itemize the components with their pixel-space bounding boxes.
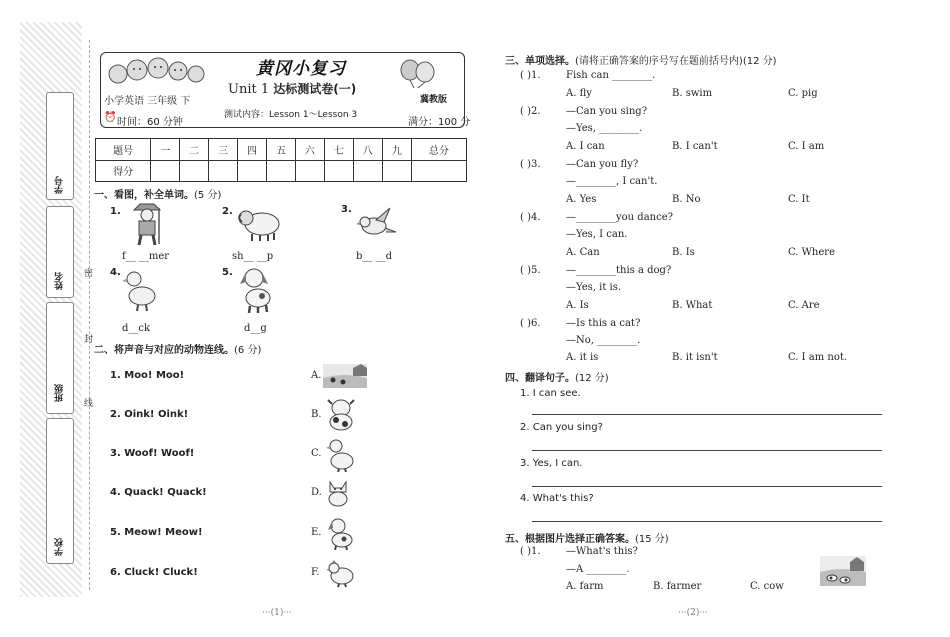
translate-item: 2. Can you sing? bbox=[520, 422, 603, 433]
dog-option-icon bbox=[326, 516, 356, 550]
student-id-label: 学号 bbox=[55, 176, 65, 194]
bird-icon bbox=[356, 206, 398, 240]
score-header: 九 bbox=[382, 139, 411, 161]
class-label: 班级 bbox=[55, 384, 65, 402]
kids-illustration bbox=[104, 54, 216, 90]
q-choice: C. It bbox=[788, 194, 810, 205]
q-line: —Yes, I can. bbox=[566, 229, 628, 240]
farm-picture-icon bbox=[820, 556, 866, 586]
subject-grade: 小学英语 三年级 下 bbox=[104, 96, 191, 107]
duck-icon bbox=[122, 270, 158, 312]
unit-name: Unit 1 bbox=[228, 82, 270, 97]
q-choice: A. I can bbox=[566, 141, 605, 152]
score-cell[interactable] bbox=[180, 160, 209, 182]
q-line: —________this a dog? bbox=[566, 265, 672, 276]
q-choice: A. Can bbox=[566, 247, 600, 258]
cut-mark-feng: 封 bbox=[84, 335, 94, 345]
q-choice: C. Are bbox=[788, 300, 820, 311]
hen-icon bbox=[326, 558, 356, 588]
q-num: ( )5. bbox=[520, 265, 541, 276]
school-label: 学校 bbox=[55, 538, 65, 556]
answer-line[interactable] bbox=[532, 486, 882, 487]
section1-heading: 一、看图，补全单词。 bbox=[94, 190, 194, 201]
section4-heading: 四、翻译句子。 bbox=[505, 373, 575, 384]
q-choice: B. I can't bbox=[672, 141, 718, 152]
q-num: ( )6. bbox=[520, 318, 541, 329]
unit-title bbox=[228, 80, 356, 97]
q-choice: A. farm bbox=[566, 581, 604, 592]
q-line: —________, I can't. bbox=[566, 176, 658, 187]
score-cell[interactable] bbox=[238, 160, 267, 182]
q-choice: A. Yes bbox=[566, 194, 597, 205]
section5-title bbox=[505, 530, 669, 545]
section2-heading: 二、将声音与对应的动物连线。 bbox=[94, 345, 234, 356]
test-content: 测试内容：Lesson 1～Lesson 3 bbox=[224, 110, 358, 120]
score-cell[interactable] bbox=[151, 160, 180, 182]
option-label: E. bbox=[311, 527, 322, 538]
answer-line[interactable] bbox=[532, 521, 882, 522]
score-cell[interactable] bbox=[267, 160, 296, 182]
sound-item: 5. Meow! Meow! bbox=[110, 527, 203, 538]
farmer-icon bbox=[128, 200, 166, 246]
dog-icon bbox=[236, 266, 278, 314]
time-limit: 时间：60 分钟 bbox=[117, 117, 183, 128]
test-name: 达标测试卷(一) bbox=[273, 82, 357, 96]
score-header: 二 bbox=[180, 139, 209, 161]
q-num: ( )2. bbox=[520, 106, 541, 117]
name-label: 姓名 bbox=[55, 272, 65, 290]
cut-mark-mi: 密 bbox=[84, 269, 94, 279]
q-line: —Yes, it is. bbox=[566, 282, 622, 293]
q-choice: B. farmer bbox=[653, 581, 702, 592]
q-line: —________you dance? bbox=[566, 212, 673, 223]
section4-title bbox=[505, 369, 609, 384]
q-choice: B. Is bbox=[672, 247, 695, 258]
s1-item-num: 5. bbox=[222, 267, 233, 278]
s1-item-num: 2. bbox=[222, 206, 233, 217]
q-choice: B. No bbox=[672, 194, 701, 205]
section3-instruction: (请将正确答案的序号写在题前括号内) bbox=[575, 56, 743, 67]
q-choice: C. I am not. bbox=[788, 352, 848, 363]
duck-option-icon bbox=[326, 438, 354, 472]
q-choice: A. Is bbox=[566, 300, 589, 311]
score-header: 五 bbox=[267, 139, 296, 161]
q-choice: B. What bbox=[672, 300, 713, 311]
score-header: 八 bbox=[353, 139, 382, 161]
q-num: ( )1. bbox=[520, 546, 541, 557]
page-number-1-value: 1 bbox=[274, 608, 280, 618]
score-header: 三 bbox=[209, 139, 238, 161]
option-label: F. bbox=[311, 567, 320, 578]
q-line: —Yes, ________. bbox=[566, 123, 643, 134]
score-row-label: 得分 bbox=[96, 160, 151, 182]
section2-title bbox=[94, 341, 261, 356]
sound-item: 2. Oink! Oink! bbox=[110, 409, 189, 420]
s1-word-1: f__ __mer bbox=[122, 251, 170, 262]
s1-item-num: 4. bbox=[110, 267, 121, 278]
translate-item: 3. Yes, I can. bbox=[520, 458, 583, 469]
clock-icon: ⏰ bbox=[104, 112, 117, 123]
q-choice: A. fly bbox=[566, 88, 592, 99]
score-table bbox=[95, 138, 467, 182]
q-num: ( )4. bbox=[520, 212, 541, 223]
section3-heading: 三、单项选择。 bbox=[505, 56, 575, 67]
cut-mark-xian: 线 bbox=[84, 399, 94, 409]
score-header: 四 bbox=[238, 139, 267, 161]
section1-title bbox=[94, 186, 221, 201]
answer-line[interactable] bbox=[532, 450, 882, 451]
section5-points: (15 分) bbox=[635, 534, 669, 545]
s1-item-num: 1. bbox=[110, 206, 121, 217]
option-label: A. bbox=[311, 370, 322, 381]
sound-item: 3. Woof! Woof! bbox=[110, 448, 195, 459]
page-number-2: ···(2)··· bbox=[678, 608, 708, 618]
q-choice: C. pig bbox=[788, 88, 818, 99]
series-logo: 黄冈小复习 bbox=[256, 59, 346, 79]
page-number-2-value: 2 bbox=[690, 608, 696, 618]
score-cell[interactable] bbox=[295, 160, 324, 182]
q-choice: B. swim bbox=[672, 88, 713, 99]
s1-word-2: sh__ __p bbox=[232, 251, 274, 262]
cut-line bbox=[89, 40, 90, 590]
option-label: B. bbox=[311, 409, 322, 420]
q-line: Fish can ________. bbox=[566, 70, 656, 81]
score-header: 六 bbox=[295, 139, 324, 161]
q-line: —Can you sing? bbox=[566, 106, 648, 117]
score-row bbox=[96, 160, 467, 182]
score-header: 题号 bbox=[96, 139, 151, 161]
farm-scene-icon bbox=[323, 364, 367, 388]
section4-points: (12 分) bbox=[575, 373, 609, 384]
cat-icon bbox=[326, 478, 350, 508]
full-marks: 满分：100 分 bbox=[408, 117, 471, 128]
q-line: —A ________. bbox=[566, 564, 630, 575]
q-num: ( )3. bbox=[520, 159, 541, 170]
sound-item: 1. Moo! Moo! bbox=[110, 370, 185, 381]
translate-item: 1. I can see. bbox=[520, 388, 581, 399]
option-label: C. bbox=[311, 448, 322, 459]
section3-points: (12 分) bbox=[742, 56, 777, 67]
s1-word-5: d__g bbox=[244, 323, 267, 334]
q-line: —Can you fly? bbox=[566, 159, 639, 170]
score-cell[interactable] bbox=[209, 160, 238, 182]
score-cell[interactable] bbox=[382, 160, 411, 182]
s1-item-num: 3. bbox=[341, 204, 352, 215]
score-cell[interactable] bbox=[324, 160, 353, 182]
q-line: —Is this a cat? bbox=[566, 318, 641, 329]
score-cell[interactable] bbox=[353, 160, 382, 182]
balloons-icon bbox=[398, 58, 438, 88]
q-choice: C. I am bbox=[788, 141, 825, 152]
page-number-1: ···(1)··· bbox=[262, 608, 292, 618]
q-choice: C. Where bbox=[788, 247, 835, 258]
q-choice: C. cow bbox=[750, 581, 784, 592]
q-line: —No, ________. bbox=[566, 335, 641, 346]
section1-points: (5 分) bbox=[194, 190, 222, 201]
sound-item: 6. Cluck! Cluck! bbox=[110, 567, 198, 578]
translate-item: 4. What's this? bbox=[520, 493, 594, 504]
cow-icon bbox=[326, 398, 356, 432]
score-header: 七 bbox=[324, 139, 353, 161]
q-line: —What's this? bbox=[566, 546, 638, 557]
q-choice: B. it isn't bbox=[672, 352, 718, 363]
score-header: 总分 bbox=[411, 139, 466, 161]
s1-word-4: d__ck bbox=[122, 323, 151, 334]
sound-item: 4. Quack! Quack! bbox=[110, 487, 207, 498]
section3-title bbox=[505, 52, 777, 67]
option-label: D. bbox=[311, 487, 322, 498]
score-header: 一 bbox=[151, 139, 180, 161]
sheep-icon bbox=[236, 204, 284, 242]
answer-line[interactable] bbox=[532, 414, 882, 415]
score-cell[interactable] bbox=[411, 160, 466, 182]
s1-word-3: b__ __d bbox=[356, 251, 392, 262]
q-choice: A. it is bbox=[566, 352, 599, 363]
score-header-row bbox=[96, 139, 467, 161]
edition: 冀教版 bbox=[420, 95, 448, 105]
section2-points: (6 分) bbox=[234, 345, 262, 356]
section5-heading: 五、根据图片选择正确答案。 bbox=[505, 534, 635, 545]
q-num: ( )1. bbox=[520, 70, 541, 81]
